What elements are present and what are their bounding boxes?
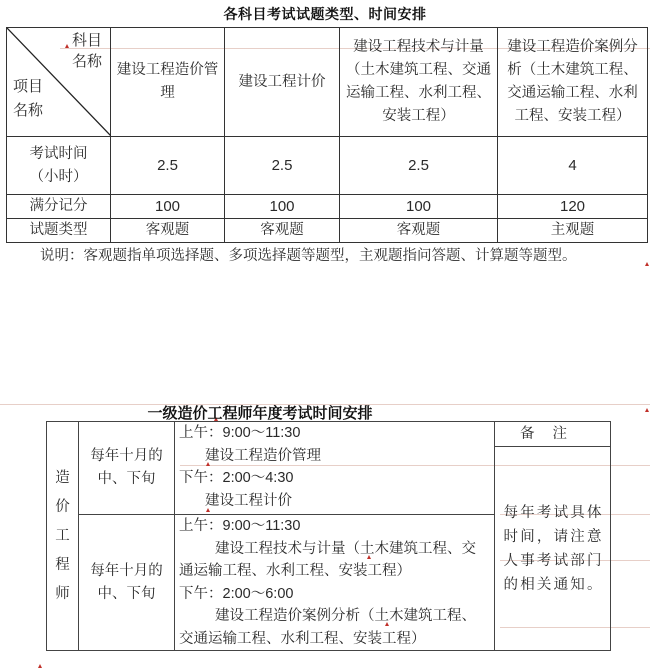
- annual-exam-schedule-table: [46, 421, 611, 651]
- afternoon-subject: 建设工程计价: [205, 492, 292, 509]
- table-row: [7, 137, 648, 195]
- table-cell: 2.5: [340, 137, 498, 195]
- table1-note: 说明：客观题指单项选择题、多项选择题等题型，主观题指问答题、计算题等题型。: [40, 248, 577, 264]
- schedule-cell: [175, 422, 495, 515]
- schedule-cell: [175, 515, 495, 651]
- table-cell: 2.5: [111, 137, 225, 195]
- row-label: 考试时间（小时）: [7, 137, 111, 195]
- table-header-row: [7, 28, 648, 137]
- subject-header-cell: 建设工程造价案例分析（土木建筑工程、交通运输工程、水利工程、安装工程）: [498, 28, 648, 137]
- afternoon-subject: 建设工程造价案例分析（土木建筑工程、交通运输工程、水利工程、安装工程）: [179, 608, 476, 647]
- morning-subject: 建设工程造价管理: [205, 447, 321, 464]
- morning-subject: 建设工程技术与计量（土木建筑工程、交通运输工程、水利工程、安装工程）: [179, 540, 476, 579]
- table-cell: 客观题: [340, 219, 498, 243]
- period-cell: 每年十月的中、下旬: [79, 515, 175, 651]
- item-name-label: 项目 名称: [13, 77, 44, 119]
- row-label: 试题类型: [7, 219, 111, 243]
- morning-time: 上午：9:00～11:30: [179, 518, 301, 534]
- exam-subjects-table: [6, 27, 648, 243]
- table-cell: 客观题: [111, 219, 225, 243]
- subject-header-cell: 建设工程造价管理: [111, 28, 225, 137]
- afternoon-time: 下午：2:00～6:00: [179, 585, 294, 602]
- table-row: [47, 422, 611, 447]
- subject-header-cell: 建设工程技术与计量（土木建筑工程、交通运输工程、水利工程、安装工程）: [340, 28, 498, 137]
- afternoon-time: 下午：2:00～4:30: [179, 470, 294, 486]
- table-cell: 100: [225, 195, 340, 219]
- table-cell: 主观题: [498, 219, 648, 243]
- table2-title: 一级造价工程师年度考试时间安排: [147, 404, 373, 422]
- remark-header: 备注: [495, 422, 611, 447]
- table-cell: 100: [340, 195, 498, 219]
- subject-name-label: 科目 名称: [71, 31, 102, 70]
- subject-header-cell: 建设工程计价: [225, 28, 340, 137]
- table-row: [7, 195, 648, 219]
- diagonal-header-cell: [7, 28, 111, 137]
- revision-mark-icon: [38, 664, 42, 668]
- table-cell: 2.5: [225, 137, 340, 195]
- table-cell: 客观题: [225, 219, 340, 243]
- category-cell: 造价工程师: [47, 422, 79, 651]
- period-cell: 每年十月的中、下旬: [79, 422, 175, 515]
- table-row: [7, 219, 648, 243]
- table1-title: 各科目考试试题类型、时间安排: [223, 7, 427, 23]
- table-cell: 100: [111, 195, 225, 219]
- table-cell: 4: [498, 137, 648, 195]
- row-label: 满分记分: [7, 195, 111, 219]
- morning-time: 上午：9:00～11:30: [179, 425, 301, 441]
- remark-text: 每年考试具体时间，请注意人事考试部门的相关通知。: [495, 447, 611, 651]
- revision-mark-icon: [645, 408, 649, 412]
- table-cell: 120: [498, 195, 648, 219]
- revision-mark-icon: [645, 262, 649, 266]
